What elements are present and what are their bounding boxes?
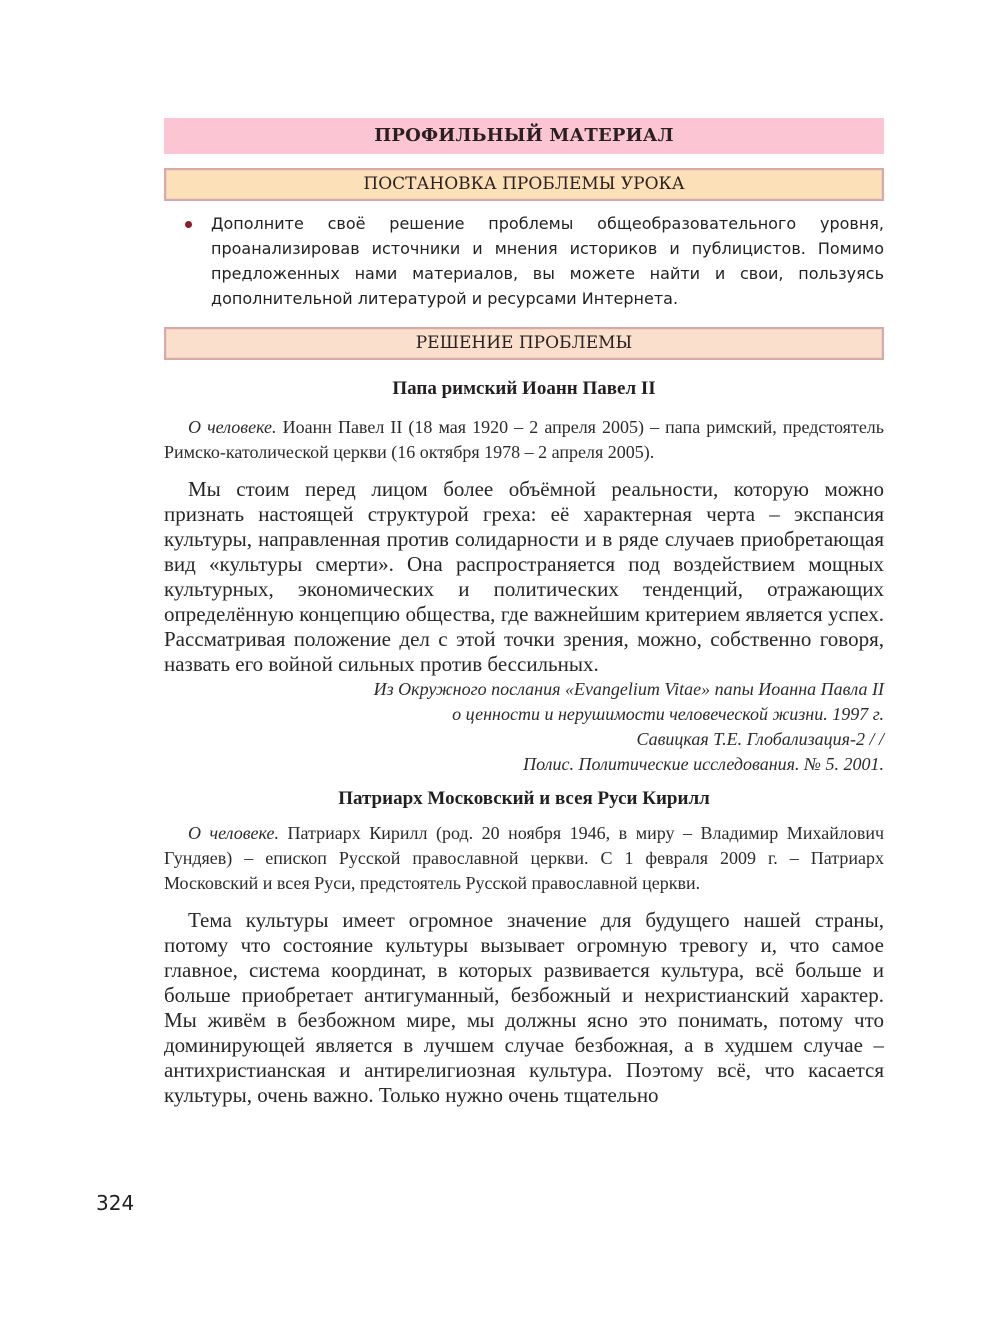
- quote-john-paul: Мы стоим перед лицом более объёмной реальности, которую можно признать настоящей структурой греха: её характерная черта – экспансия культуры, направленная против солидарности и в ряде случаев приобретающая вид «культуры смерти». Она распространяется под воздействием мощных культурных, экономических и политических тенденций, отражающих определённую концепцию общества, где важнейшим критерием является успех. Рассматривая положение дел с этой точки зрения, можно, собственно говоря, назвать его войной сильных против бессильных.: [164, 477, 884, 676]
- about-text: Иоанн Павел II (18 мая 1920 – 2 апреля 2005) – папа римский, предстоятель Римско-католической церкви (16 октября 1978 – 2 апреля 2005).: [164, 417, 884, 462]
- profile-material-title: ПРОФИЛЬНЫЙ МАТЕРИАЛ: [374, 125, 674, 146]
- section-heading-john-paul: Папа римский Иоанн Павел II: [392, 378, 656, 399]
- source-line: Полис. Политические исследования. № 5. 2001.: [523, 754, 884, 774]
- profile-material-banner: [164, 118, 884, 154]
- source-line: Из Окружного послания «Evangelium Vitae» папы Иоанна Павла II: [373, 679, 884, 699]
- about-lead: О человеке.: [188, 823, 279, 843]
- about-kirill: [164, 821, 884, 896]
- source-john-paul: [164, 677, 884, 777]
- page-number: 324: [96, 1191, 135, 1215]
- problem-statement-banner: [164, 168, 884, 201]
- source-line: о ценности и нерушимости человеческой жизни. 1997 г.: [452, 704, 884, 724]
- task-text: Дополните своё решение проблемы общеобразовательного уровня, проанализировав источники и мнения историков и публицистов. Помимо предложенных нами материалов, вы можете найти и свои, пользуясь дополнительной литературой и ресурсами Интернета.: [211, 214, 884, 308]
- textbook-page: [164, 118, 884, 1108]
- about-text: Патриарх Кирилл (род. 20 ноября 1946, в миру – Владимир Михайлович Гундяев) – епископ Русской православной церкви. С 1 февраля 2009 г. – Патриарх Московский и всея Руси, предстоятель Русской православной церкви.: [164, 823, 885, 893]
- section-heading-kirill: Патриарх Московский и всея Руси Кирилл: [338, 788, 710, 809]
- task-item: [164, 211, 884, 311]
- problem-solution-banner: [164, 327, 884, 360]
- problem-solution-title: РЕШЕНИЕ ПРОБЛЕМЫ: [415, 333, 633, 353]
- quote-kirill: Тема культуры имеет огромное значение для будущего нашей страны, потому что состояние культуры вызывает огромную тревогу и, что самое главное, система координат, в которых развивается культура, всё больше и больше приобретает антигуманный, безбожный и нехристианский характер. Мы живём в безбожном мире, мы должны ясно это понимать, потому что доминирующей является в лучшем случае безбожная, а в худшем случае – антихристианская и антирелигиозная культура. Поэтому всё, что касается культуры, очень важно. Только нужно очень тщательно: [164, 908, 884, 1107]
- about-john-paul: [164, 415, 884, 465]
- source-line: Савицкая Т.Е. Глобализация-2 / /: [636, 729, 884, 749]
- bullet-icon: [185, 221, 192, 228]
- about-lead: О человеке.: [188, 417, 277, 437]
- problem-statement-title: ПОСТАНОВКА ПРОБЛЕМЫ УРОКА: [363, 174, 685, 194]
